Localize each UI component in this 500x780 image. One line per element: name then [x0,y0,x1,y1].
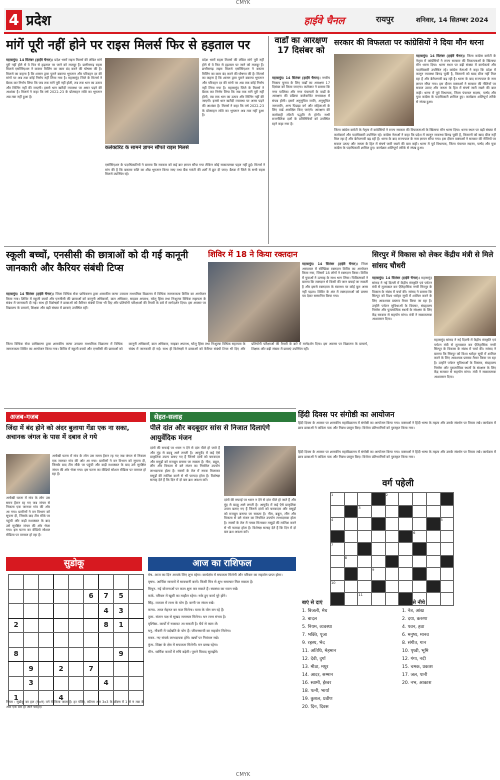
crossword-cell [426,543,440,556]
sudoku-cell [9,589,24,604]
sirpur-body [372,276,432,406]
sudoku-cell [99,647,114,662]
crossword-cell [413,530,427,543]
rice-millers-photo-caption: कलेक्टोरेट के सामने ज्ञापन सौंपते राइस मिलर्स [105,145,189,151]
crossword-cell [385,518,399,531]
crossword-cell [426,568,440,581]
sudoku-cell [24,589,39,604]
sudoku-cell [9,575,24,590]
crossword-across-clues [302,608,398,774]
congress-body-2: जिला कांग्रेस कमेटी के नेतृत्व में कांग्रेसियों ने राज्य सरकार की विफलताओं के खिलाफ मौन धरना दिया। धरना स्थल पर बड़ी संख्या में कार्यकर्ता और पदाधिकारी उपस्थित रहे। कांग्रेस नेताओं ने कहा कि प्रदेश में कानून व्यवस्था बिगड़ चुकी है, किसानों को खाद बीज नहीं मिल रहा है और बेरोजगारी बढ़ रही है। धरना के बाद राज्यपाल के नाम ज्ञापन सौंपा गया। इस दौरान वक्ताओं ने सरकार की नीतियों पर सवाल उठाए और जनता के हित में संघर्ष जारी रखने की बात कही। धरना में पूर्व विधायक, जिला पंचायत सदस्य, पार्षद और युवा कांग्रेस के पदाधिकारी शामिल हुए। कार्यक्रम शांतिपूर्ण तरीके से संपन्न हुआ। [334,128,496,151]
crossword-cell [440,530,454,543]
sudoku-cell: 4 [54,691,69,706]
crossword-clue-number: 10 [331,580,336,585]
crossword-cell [385,568,399,581]
sudoku-cell [9,633,24,648]
crossword-cell [358,518,372,531]
sudoku-cell: 2 [54,662,69,677]
crossword-clue-number: 7 [331,543,334,547]
hindi-day-body-2: हिंदी दिवस के अवसर पर शासकीय महाविद्यालय में संगोष्ठी का आयोजन किया गया। वक्ताओं ने हिंदी भाषा के महत्व और उसके संवर्धन पर विचार रखे। कार्यक्रम में छात्र छात्राओं ने कविता पाठ और निबंध प्रस्तुत किए। विजेता प्रतिभागियों को पुरस्कृत किया गया। [298,450,496,459]
horoscope-entry: मीन- धार्मिक कार्यों में रुचि बढ़ेगी। पुराने विवाद सुलझेंगे। [148,650,219,654]
crossword-clue-down: 15. चमक, प्रकाश [402,665,433,670]
crossword-down-title: ऊपर से नीचे [402,600,425,606]
crossword-cell [399,505,413,518]
wards-text: नगरीय निकाय चुनाव के लिए वार्डों का आरक्षण 17 दिसंबर को किया जाएगा। कलेक्टर ने बताया कि नगर पालिका और नगर पंचायतों के वार्डों के आरक्षण की प्रक्रिया कलेक्टोरेट सभाकक्ष में संपन्न होगी। इसमें अनुसूचित जाति, अनुसूचित जनजाति, अन्य पिछड़ा वर्ग और महिलाओं के लिए वार्ड आरक्षित किए जाएंगे। आरक्षण की कार्यवाही लॉटरी पद्धति से होगी। सभी राजनीतिक दलों के प्रतिनिधियों को उपस्थित रहने कहा गया है। [272,76,330,126]
sudoku-cell [69,575,84,590]
camp-body [302,262,368,342]
crossword-cell [426,555,440,568]
sudoku-cell [39,575,54,590]
crossword-cell [358,505,372,518]
crossword-clue-across: 12. देवी, दुर्गा [302,657,326,662]
divider-1 [4,246,496,247]
left-box-headline: जिंदा में बंद होने को अंदर बुलाया गेंडा एक ना सका, अचानक जंगल के पास में दबाव ले गये [6,424,130,441]
sudoku-cell [54,676,69,691]
crossword-cell [399,530,416,543]
congress-headline: सरकार की विफलता पर कांग्रेसियों ने दिया मौन धरना [334,38,484,47]
crossword-clue-down: 8. संगीत, गान [402,641,427,646]
crossword-cell [440,493,454,506]
sudoku-cell: 7 [99,589,114,604]
sudoku-cell: 8 [99,618,114,633]
crossword-cell [413,505,427,518]
crossword-clue-number: 4 [331,518,334,522]
crossword-clue-across: 3. बादल [302,617,317,622]
crossword-cell [440,580,454,593]
section-title: प्रदेश [26,13,51,29]
page-header [4,8,496,34]
sudoku-cell [9,676,24,691]
sudoku-cell [84,618,99,633]
sudoku-cell: 9 [114,647,129,662]
horoscope-entry: तुला- संतान पक्ष से सुखद समाचार मिलेगा। धन लाभ संभव है। [148,615,227,619]
sudoku-cell [9,604,24,619]
crossword-cell [372,505,386,518]
sudoku-cell: 9 [24,662,39,677]
hindi-day-headline: हिंदी दिवस पर संगोष्ठी का आयोजन [298,410,395,419]
horoscope-entry: कर्क- परिवार में खुशी का माहौल रहेगा। रुके हुए कार्य पूरे होंगे। [148,594,227,598]
crossword-clue-number: 8 [344,555,347,560]
sirpur-body-2: महासमुंद सांसद ने नई दिल्ली में केंद्रीय संस्कृति एवं पर्यटन मंत्री से मुलाकात कर ऐतिहासिक नगरी सिरपुर के विकास के संबंध में चर्चा की। सांसद ने बताया कि सिरपुर को विश्व धरोहर सूची में शामिल करने के लिए आवश्यक प्रस्ताव तैयार किया जा रहा है। उन्होंने पर्यटन सुविधाओं के विस्तार, संग्रहालय निर्माण और पुरातात्विक स्थलों के संरक्षण के लिए केंद्र सरकार से सहयोग मांगा। मंत्री ने सकारात्मक आश्वासन दिया। [434,338,496,379]
congress-photo [334,54,414,126]
sudoku-cell [24,604,39,619]
sudoku-cell [24,633,39,648]
crossword-cell [413,580,427,593]
crossword-clue-down: 20. नभ, आकाश [402,681,432,686]
crossword-clue-down: 17. जल, पानी [402,673,428,678]
sudoku-cell: 8 [9,647,24,662]
header-date: शनिवार, 14 सितम्बर 2024 [416,16,489,24]
crossword-cell [426,593,440,606]
header-city: रायपुर [376,15,394,24]
crossword-cell [385,580,399,593]
crossword-cell [399,518,413,531]
sudoku-cell [54,575,69,590]
sudoku-cell [69,618,84,633]
crossword-cell [372,543,386,556]
crossword-clue-across: 20. दिन, दिवस [302,705,329,710]
horoscope-entry: वृश्चिक- कार्यों में रुकावट आ सकती है। धैर्य से काम लें। [148,622,219,626]
crossword-cell [331,518,345,531]
horoscope-list [148,573,296,773]
crossword-cell [344,555,358,568]
crossword-cell [331,543,345,556]
crossword-cell [344,580,358,593]
crossword-clue-number: 1 [331,493,334,497]
sudoku-cell [69,604,84,619]
crossword-cell [399,543,413,556]
crossword-cell [426,505,440,518]
crossword-clue-number: 6 [413,530,416,535]
crossword-cell [344,493,358,506]
sudoku-cell: 2 [9,618,24,633]
health-body-2: दांतों की सफाई पर ध्यान न देने से दांत पीले हो जाते हैं और मुंह से बदबू आने लगती है। आयुर्वेद में कई ऐसे प्राकृतिक उपाय बताए गए हैं जिनसे दांतों को चमकदार और मसूड़ों को मजबूत बनाया जा सकता है। नीम, बबूल, लौंग और त्रिफला से बने मंजन का नियमित उपयोग लाभदायक होता है। सरसों के तेल में नमक मिलाकर मसूड़ों की मालिश करने से भी फायदा होता है। विशेषज्ञ सलाह देते हैं कि दिन में दो बार ब्रश अवश्य करें। [224,498,296,535]
cmyk-mark-top: CMYK [236,0,251,6]
crossword-cell [413,568,427,581]
sudoku-cell [54,604,69,619]
sudoku-cell [54,618,69,633]
crossword-cell [344,543,358,556]
cmyk-mark-bottom: CMYK [236,772,251,778]
sudoku-cell [24,618,39,633]
sudoku-cell [114,662,129,677]
wards-box [268,36,331,244]
sudoku-cell [129,676,144,691]
crossword-cell [426,518,440,531]
sudoku-cell [39,662,54,677]
sudoku-cell [99,575,114,590]
crossword-cell [413,493,427,506]
horoscope-entry: वृषभ- आर्थिक मामलों में सावधानी बरतें। किसी मित्र से शुभ समाचार मिल सकता है। [148,580,254,584]
crossword-cell [399,493,413,506]
sudoku-cell [54,647,69,662]
crossword-cell [358,555,372,568]
sudoku-cell [9,662,24,677]
sudoku-cell [84,575,99,590]
horoscope-entry: कन्या- आज मेहनत का फल मिलेगा। यात्रा के योग बन रहे हैं। [148,608,225,612]
school-text: जिला विधिक सेवा प्राधिकरण द्वारा शासकीय कन्या उच्चतर माध्यमिक विद्यालय में विधिक जागरूकता शिविर का आयोजन किया गया। शिविर में स्कूली बच्चों और एनसीसी की छात्राओं को कानूनी अधिकारों, बाल अधिकार, साइबर अपराध, घरेलू हिंसा तथा निःशुल्क विधिक सहायता के संबंध में जानकारी दी गई। साथ ही विशेषज्ञों ने छात्राओं को कैरियर संबंधी टिप्स भी दिए और प्रतियोगी परीक्षाओं की तैयारी के बारे में मार्गदर्शन दिया। इस अवसर पर विद्यालय के प्राचार्य, शिक्षक और बड़ी संख्या में छात्राएं उपस्थित रहीं। [6,292,206,310]
left-box-body: अनोखी घटना में गांव के लोग उस समय हैरान रह गए जब जंगल से निकला एक जानवर गांव की ओर आ गया। ग्रामीणों ने वन विभाग को सूचना दी, जिसके बाद टीम मौके पर पहुंची और कड़ी मशक्कत के बाद उसे सुरक्षित जंगल की ओर भेजा गया। इस घटना का वीडियो सोशल मीडिया पर वायरल हो रहा है। [52,454,146,477]
page-number: 4 [6,10,22,30]
school-body [6,292,206,340]
sudoku-cell [69,589,84,604]
left-box-title: अजब-गजब [6,412,146,422]
sudoku-cell: 7 [84,662,99,677]
crossword-clue-number: 3 [358,505,361,510]
sudoku-cell: 6 [84,589,99,604]
crossword-across-title: बाएं से दाएं [302,600,323,606]
crossword-clue-across: 11. अतिथि, मेहमान [302,649,337,654]
crossword-clue-across: 19. कुशल, प्रवीण [302,697,333,702]
crossword-cell [358,593,372,606]
crossword-cell [331,580,345,593]
crossword-clue-down: 10. पृथ्वी, भूमि [402,649,429,654]
crossword-cell [385,593,399,606]
crossword-clue-across: 1. बिजली, मेघ [302,609,328,614]
crossword-cell [399,568,413,581]
camp-text: जिला अस्पताल में स्वैच्छिक रक्तदान शिविर का आयोजन किया गया, जिसमें 18 लोगों ने रक्तदान किया। शिविर में युवाओं ने उत्साह के साथ भाग लिया। चिकित्सकों ने बताया कि रक्तदान से किसी की जान बचाई जा सकती है और इससे रक्तदाता के स्वास्थ्य पर कोई बुरा असर नहीं पड़ता। शिविर के अंत में रक्तदाताओं को प्रमाण पत्र देकर सम्मानित किया गया। [302,262,368,299]
crossword-cell [440,593,454,606]
wards-body [272,76,330,242]
crossword-clue-down: 4. पवन, हवा [402,625,425,630]
crossword-cell [372,568,386,581]
sudoku-cell [84,647,99,662]
sudoku-cell [39,604,54,619]
crossword-cell [440,543,454,556]
crossword-cell [440,518,454,531]
crossword-cell [372,518,386,531]
crossword-cell [385,555,399,568]
crossword-clue-across: 13. मीठा, मधुर [302,665,329,670]
sudoku-cell [24,575,39,590]
crossword-cell [358,543,372,556]
crossword-cell [331,505,345,518]
left-box-photo [6,454,50,494]
crossword-cell [385,530,399,543]
sudoku-cell [84,633,99,648]
camp-body-2: जिला विधिक सेवा प्राधिकरण द्वारा शासकीय कन्या उच्चतर माध्यमिक विद्यालय में विधिक जागरूकता शिविर का आयोजन किया गया। शिविर में स्कूली बच्चों और एनसीसी की छात्राओं को कानूनी अधिकारों, बाल अधिकार, साइबर अपराध, घरेलू हिंसा तथा निःशुल्क विधिक सहायता के संबंध में जानकारी दी गई। साथ ही विशेषज्ञों ने छात्राओं को कैरियर संबंधी टिप्स भी दिए और प्रतियोगी परीक्षाओं की तैयारी के बारे में मार्गदर्शन दिया। इस अवसर पर विद्यालय के प्राचार्य, शिक्षक और बड़ी संख्या में छात्राएं उपस्थित रहीं। [6,342,368,351]
health-box-title: सेहत-सलाह [150,412,296,422]
sudoku-cell [129,647,144,662]
masthead: हाईवे चैनल [304,16,345,27]
crossword-cell [372,493,386,506]
sudoku-cell [129,575,144,590]
sudoku-cell [99,662,114,677]
crossword-clue-across: 18. पत्नी, भार्या [302,689,330,694]
crossword-cell [426,580,440,593]
crossword-cell [413,543,427,556]
horoscope-entry: धनु- नौकरी में पदोन्नति के योग हैं। जीवनसाथी का सहयोग मिलेगा। [148,629,231,633]
crossword-cell [426,493,440,506]
rice-millers-headline: मांगें पूरी नहीं होने पर राइस मिलर्स फिर से हड़ताल पर [6,37,250,52]
camp-headline: शिविर में 18 ने किया रक्तदान [208,250,298,259]
camp-dateline: महासमुंद। 14 सितंबर (हाईवे चैनल)। [302,262,359,266]
sudoku-cell [39,633,54,648]
crossword-clue-number: 5 [440,518,443,522]
crossword-clue-number: 2 [385,493,388,497]
crossword-cell [358,568,375,581]
crossword-cell [344,593,358,606]
crossword-cell [331,530,345,543]
sudoku-cell [69,647,84,662]
crossword-cell [426,530,440,543]
rice-millers-photo [105,58,199,144]
sudoku-cell [99,633,114,648]
crossword-cell [358,530,372,543]
congress-dateline: महासमुंद। 14 सितंबर (हाईवे चैनल)। [416,54,466,58]
sudoku-cell: 1 [9,691,24,706]
crossword-cell [331,493,345,506]
crossword-cell [440,505,454,518]
sudoku-cell: 4 [99,604,114,619]
crossword-clue-across: 16. स्वामी, ईश्वर [302,681,332,686]
sirpur-photo [434,276,496,336]
horoscope-entry: मिथुन- नई योजनाओं पर काम शुरू कर सकते हैं। स्वास्थ्य का ध्यान रखें। [148,587,239,591]
crossword-cell [399,580,413,593]
rice-millers-body-2: एसोसिएशन के पदाधिकारियों ने बताया कि सरकार को कई बार ज्ञापन सौंपा गया लेकिन कोई सकारात्मक पहल नहीं हुई। मिलर्स ने मांग की है कि बकाया राशि का शीघ्र भुगतान किया जाए तथा बैंक गारंटी की शर्तों में छूट दी जाए। बैठक में जिले के सभी राइस मिलर्स उपस्थित रहे। [105,163,265,177]
hindi-day-body: हिंदी दिवस के अवसर पर शासकीय महाविद्यालय में संगोष्ठी का आयोजन किया गया। वक्ताओं ने हिंदी भाषा के महत्व और उसके संवर्धन पर विचार रखे। कार्यक्रम में छात्र छात्राओं ने कविता पाठ और निबंध प्रस्तुत किए। विजेता प्रतिभागियों को पुरस्कृत किया गया। [298,421,496,430]
congress-body [416,54,496,126]
sudoku-cell: 5 [114,589,129,604]
rice-millers-body [6,58,102,244]
crossword-cell [344,505,361,518]
congress-text: जिला कांग्रेस कमेटी के नेतृत्व में कांग्रेसियों ने राज्य सरकार की विफलताओं के खिलाफ मौन धरना दिया। धरना स्थल पर बड़ी संख्या में कार्यकर्ता और पदाधिकारी उपस्थित रहे। कांग्रेस नेताओं ने कहा कि प्रदेश में कानून व्यवस्था बिगड़ चुकी है, किसानों को खाद बीज नहीं मिल रहा है और बेरोजगारी बढ़ रही है। धरना के बाद राज्यपाल के नाम ज्ञापन सौंपा गया। इस दौरान वक्ताओं ने सरकार की नीतियों पर सवाल उठाए और जनता के हित में संघर्ष जारी रखने की बात कही। धरना में पूर्व विधायक, जिला पंचायत सदस्य, पार्षद और युवा कांग्रेस के पदाधिकारी शामिल हुए। कार्यक्रम शांतिपूर्ण तरीके से संपन्न हुआ। [416,54,496,104]
sudoku-grid [8,574,144,706]
crossword-clue-down: 2. दया, करुणा [402,617,428,622]
sudoku-cell [54,589,69,604]
sudoku-title: सुडोकू [6,557,142,571]
crossword-grid [330,492,454,606]
sudoku-cell [84,604,99,619]
school-headline: स्कूली बच्चों, एनसीसी की छात्राओं को दी गई कानूनी जानकारी और कैरियर संबंधी टिप्स [6,250,189,274]
crossword-clue-down: 6. मनुष्य, मानव [402,633,429,638]
sirpur-headline: सिरपुर में विकास को लेकर केंद्रीय मंत्री से मिले सांसद चौधरी [372,250,494,270]
crossword-clue-across: 14. आदर, सम्मान [302,673,334,678]
left-box-body-2: अनोखी घटना में गांव के लोग उस समय हैरान रह गए जब जंगल से निकला एक जानवर गांव की ओर आ गया। ग्रामीणों ने वन विभाग को सूचना दी, जिसके बाद टीम मौके पर पहुंची और कड़ी मशक्कत के बाद उसे सुरक्षित जंगल की ओर भेजा गया। इस घटना का वीडियो सोशल मीडिया पर वायरल हो रहा है। [6,496,50,537]
health-photo [224,446,296,496]
crossword-cell [399,555,413,568]
crossword-clue-across: 9. रहस्य, भेद [302,641,325,646]
sudoku-cell [129,633,144,648]
sudoku-cell [129,604,144,619]
sudoku-cell [129,662,144,677]
sudoku-cell [39,589,54,604]
sudoku-cell [114,676,129,691]
crossword-cell [331,593,345,606]
horoscope-entry: सिंह- व्यापार में लाभ के योग हैं। वाणी पर संयम रखें। [148,601,215,605]
sudoku-cell [114,633,129,648]
crossword-clue-across: 7. भक्ति, पूजा [302,633,327,638]
sudoku-cell: 1 [114,618,129,633]
crossword-cell [440,555,454,568]
sudoku-cell [114,575,129,590]
camp-photo [208,262,300,342]
sirpur-text: महासमुंद सांसद ने नई दिल्ली में केंद्रीय संस्कृति एवं पर्यटन मंत्री से मुलाकात कर ऐतिहासिक नगरी सिरपुर के विकास के संबंध में चर्चा की। सांसद ने बताया कि सिरपुर को विश्व धरोहर सूची में शामिल करने के लिए आवश्यक प्रस्ताव तैयार किया जा रहा है। उन्होंने पर्यटन सुविधाओं के विस्तार, संग्रहालय निर्माण और पुरातात्विक स्थलों के संरक्षण के लिए केंद्र सरकार से सहयोग मांगा। मंत्री ने सकारात्मक आश्वासन दिया। [372,276,432,322]
crossword-cell [358,493,372,506]
sudoku-cell: 3 [24,676,39,691]
crossword-cell [344,518,358,531]
sudoku-cell [24,647,39,662]
crossword-clue-number: 11 [358,593,363,597]
wards-dateline: महासमुंद। 14 सितंबर (हाईवे चैनल)। [272,76,321,80]
school-dateline: महासमुंद। 14 सितंबर (हाईवे चैनल)। [6,292,55,296]
sudoku-cell [84,676,99,691]
rice-millers-text: प्रदेश भरमें राइस मिलर्स की लंबित मांगे पूरी नहीं होने से वे फिर से हड़ताल पर जाने को मजबूर हैं। छत्तीसगढ़ राइस मिलर्स एसोसिएशन ने कस्टम मिलिंग का काम बंद करने की घोषणा की है। मिलर्स का कहना है कि शासन द्वारा पुराने बकाया भुगतान और परिवहन दर की मांगों पर अब तक कोई निर्णय नहीं लिया गया है। महासमुंद जिले के मिलर्स ने बैठक कर निर्णय लिया कि जब तक मांगें पूरी नहीं होती, तब तक धान का उठाव और मिलिंग नहीं की जाएगी। इससे धान खरीदी व्यवस्था पर असर पड़ने की आशंका है। मिलर्स ने कहा कि वर्ष 2022-23 के प्रोत्साहन राशि का भुगतान अब तक नहीं हुआ है। [6,58,102,99]
divider-2 [4,408,296,409]
sudoku-cell [54,633,69,648]
crossword-cell [344,568,358,581]
crossword-cell [413,555,427,568]
horoscope-entry: कुंभ- शिक्षा के क्षेत्र में सफलता मिलेगी। मन प्रसन्न रहेगा। [148,643,219,647]
horoscope-entry: मेष- आज का दिन आपके लिए शुभ रहेगा। कार्यक्षेत्र में सफलता मिलेगी और परिवार का सहयोग प्राप्त होगा। [148,573,283,577]
crossword-cell [372,530,386,543]
sudoku-cell [69,662,84,677]
crossword-cell [440,568,454,581]
crossword-clue-number: 9 [372,568,375,572]
rice-millers-dateline: महासमुंद। 14 सितंबर (हाईवे चैनल)। [6,58,54,62]
health-headline: पीले दांत और बदबूदार सांस से निजात दिलाएंगे आयुर्वेदिक मंजन [150,424,270,442]
horoscope-entry: मकर- नए संपर्क लाभदायक होंगे। खर्चों पर नियंत्रण रखें। [148,636,219,640]
crossword-clue-down: 1. नेत्र, आंख [402,609,424,614]
crossword-clue-down: 12. गंगा, नदी [402,657,426,662]
crossword-clue-across: 5. नियम, व्यवस्था [302,625,332,630]
sudoku-cell [129,618,144,633]
crossword-title: वर्ग पहेली [382,479,414,489]
crossword-cell [372,593,386,606]
wards-headline: वार्डों का आरक्षण 17 दिसंबर को [274,36,328,56]
sudoku-cell [39,647,54,662]
sudoku-cell: 4 [99,676,114,691]
crossword-cell [331,555,345,568]
sudoku-cell [69,676,84,691]
crossword-cell [344,530,358,543]
rice-millers-body-3: प्रदेश भरमें राइस मिलर्स की लंबित मांगे पूरी नहीं होने से वे फिर से हड़ताल पर जाने को मजबूर हैं। छत्तीसगढ़ राइस मिलर्स एसोसिएशन ने कस्टम मिलिंग का काम बंद करने की घोषणा की है। मिलर्स का कहना है कि शासन द्वारा पुराने बकाया भुगतान और परिवहन दर की मांगों पर अब तक कोई निर्णय नहीं लिया गया है। महासमुंद जिले के मिलर्स ने बैठक कर निर्णय लिया कि जब तक मांगें पूरी नहीं होती, तब तक धान का उठाव और मिलिंग नहीं की जाएगी। इससे धान खरीदी व्यवस्था पर असर पड़ने की आशंका है। मिलर्स ने कहा कि वर्ष 2022-23 के प्रोत्साहन राशि का भुगतान अब तक नहीं हुआ है। [202,58,264,118]
sudoku-cell [39,618,54,633]
sirpur-dateline: महासमुंद। 14 सितंबर (हाईवे चैनल)। [372,276,420,280]
sudoku-cell [39,676,54,691]
health-body: दांतों की सफाई पर ध्यान न देने से दांत पीले हो जाते हैं और मुंह से बदबू आने लगती है। आयुर्वेद में कई ऐसे प्राकृतिक उपाय बताए गए हैं जिनसे दांतों को चमकदार और मसूड़ों को मजबूत बनाया जा सकता है। नीम, बबूल, लौंग और त्रिफला से बने मंजन का नियमित उपयोग लाभदायक होता है। सरसों के तेल में नमक मिलाकर मसूड़ों की मालिश करने से भी फायदा होता है। विशेषज्ञ सलाह देते हैं कि दिन में दो बार ब्रश अवश्य करें। [150,446,220,483]
sudoku-cell: 3 [114,604,129,619]
crossword-down-clues [402,608,496,774]
crossword-cell [372,580,386,593]
sudoku-cell [129,589,144,604]
horoscope-title: आज का राशिफल [148,557,296,571]
crossword-cell [385,505,399,518]
crossword-cell [385,493,399,506]
crossword-cell [358,580,372,593]
crossword-cell [331,568,345,581]
sudoku-cell [69,633,84,648]
crossword-cell [413,518,427,531]
sudoku-rules: नियम : सुडोकू का हल (9x9) वर्ग में किया जाता है। हर पंक्ति, कॉलम और 3x3 के बॉक्स में 1 से 9 तक के अंक एक बार ही आने चाहिए। [6,700,144,709]
crossword-cell [385,543,399,556]
crossword-cell [372,555,386,568]
